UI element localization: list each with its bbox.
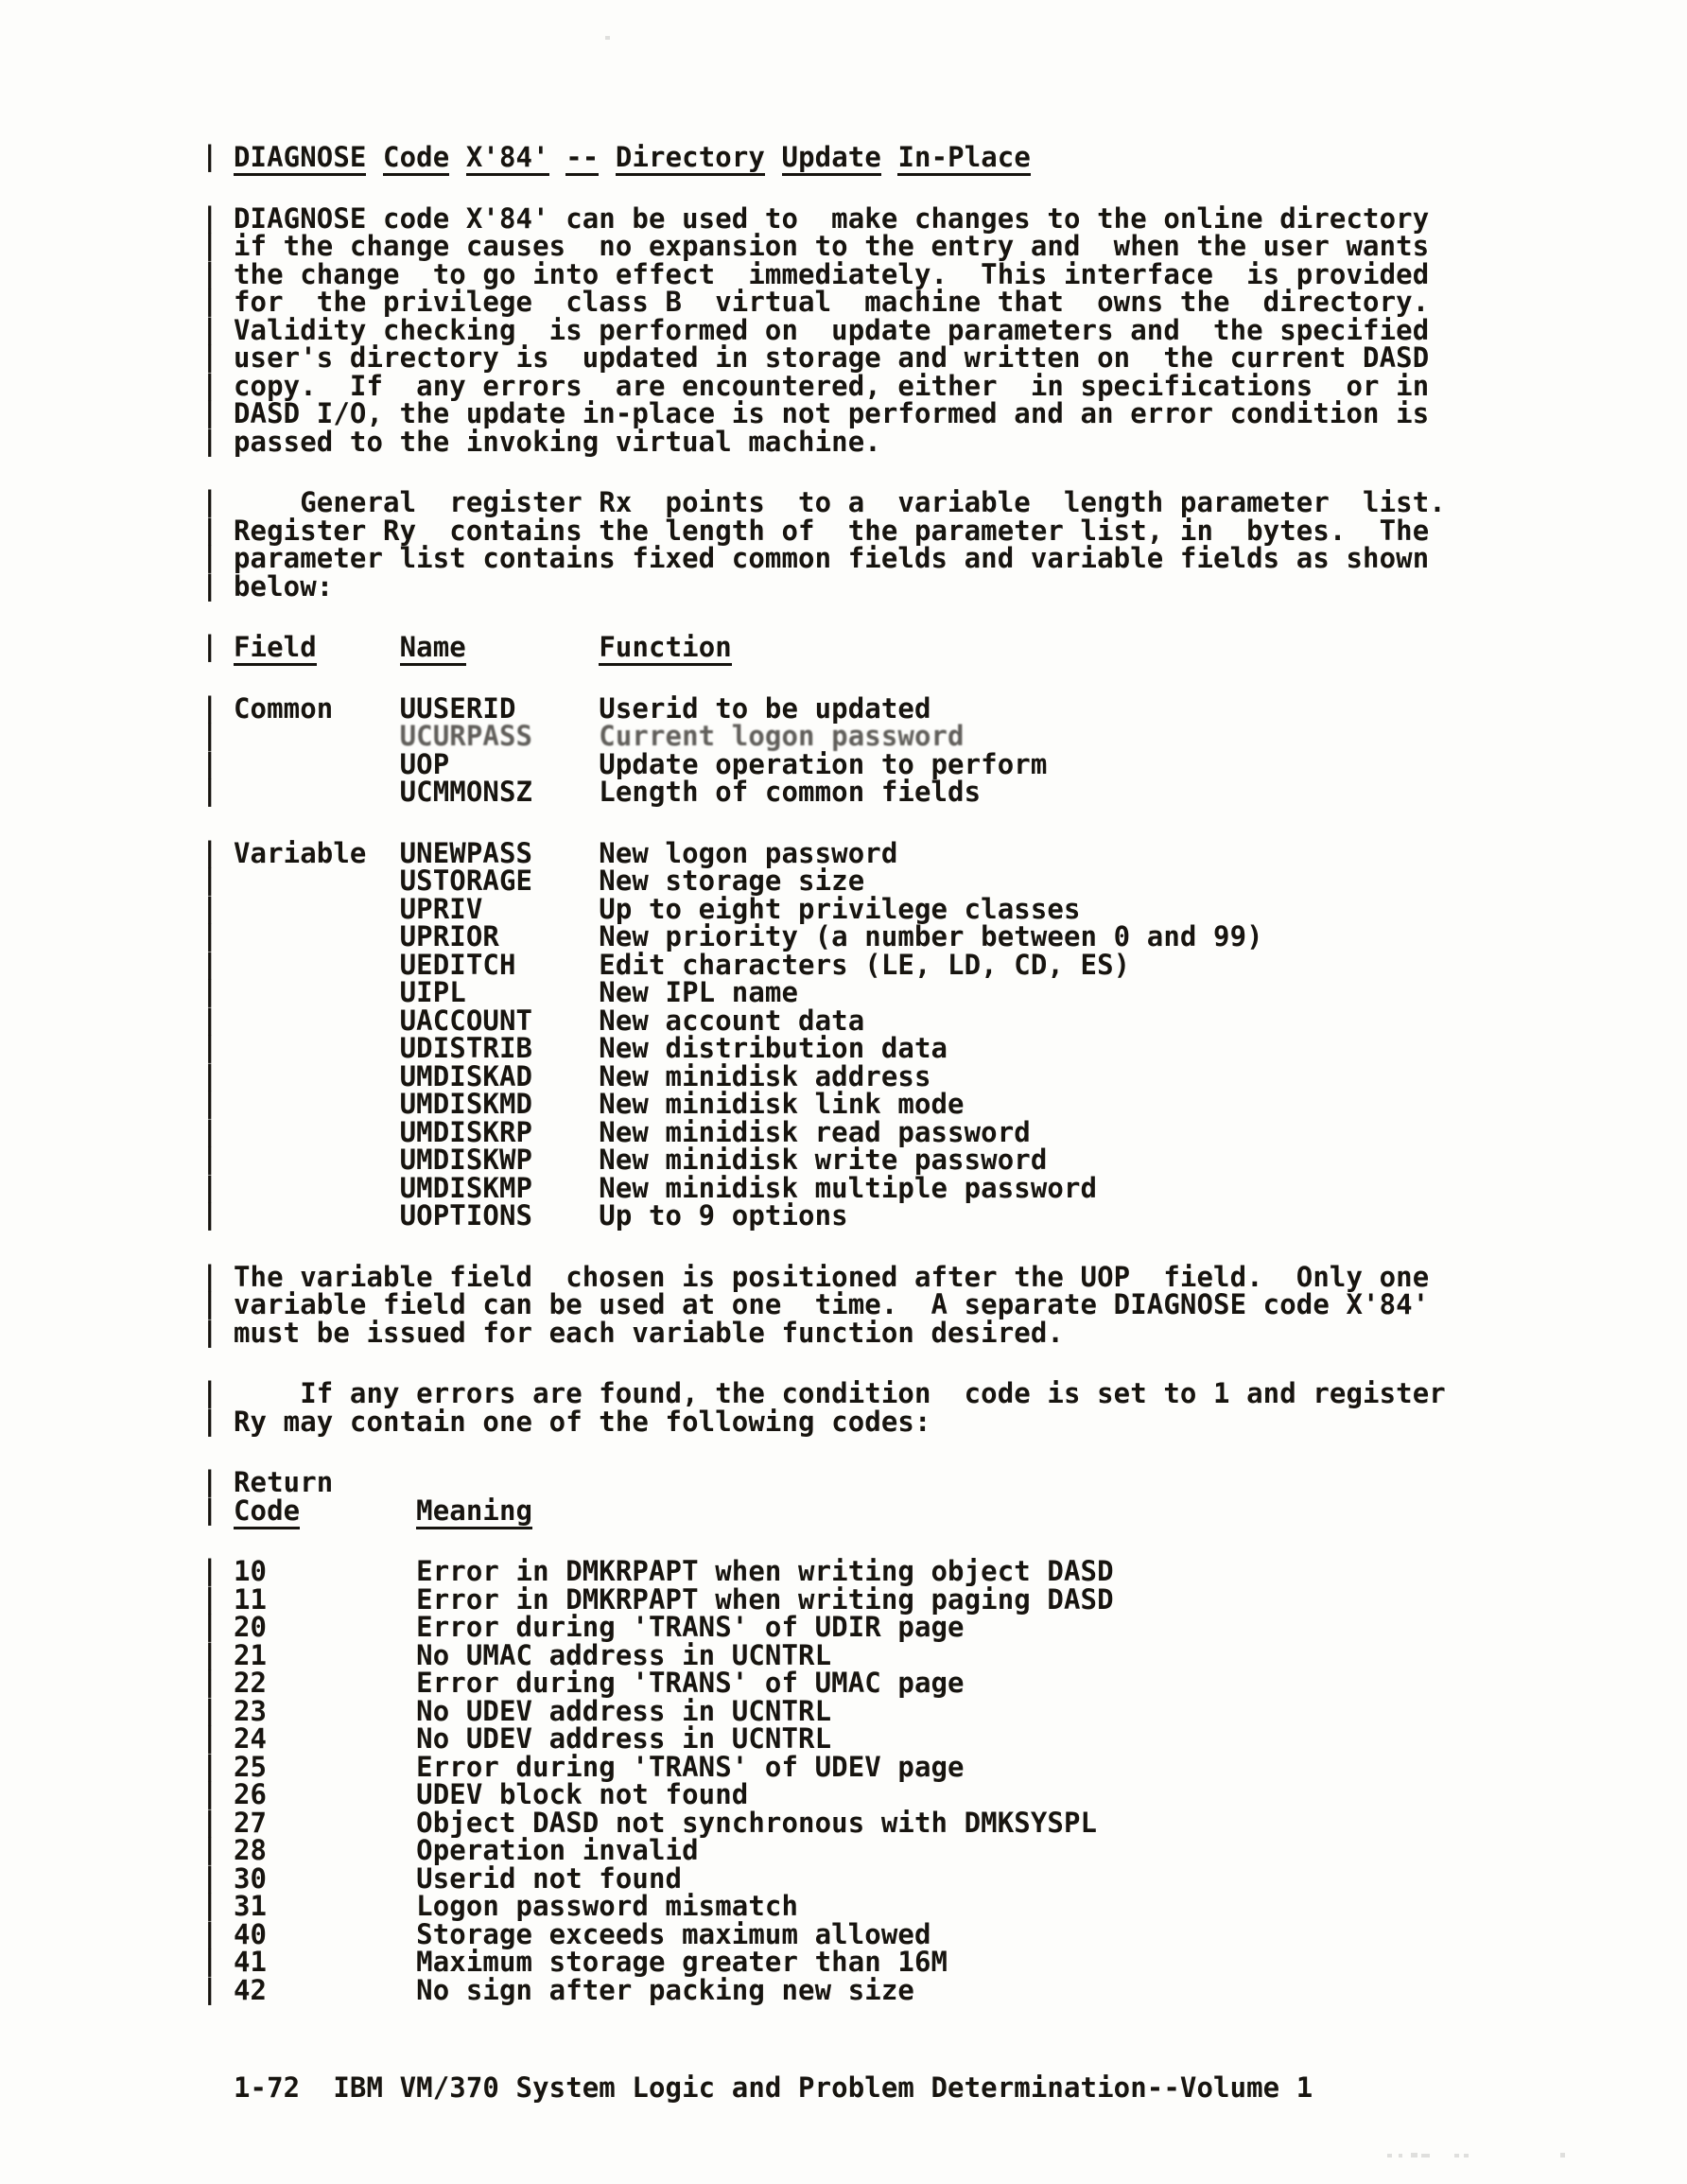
line-text: UCURPASS Current logon password <box>234 720 965 752</box>
line-text: UCMMONSZ Length of common fields <box>234 776 982 808</box>
text-line <box>0 513 1687 547</box>
change-bar: | <box>201 1693 218 1726</box>
text-line <box>0 201 1687 235</box>
line-text: The variable field chosen is positioned after the UOP field. Only one <box>234 1260 1430 1293</box>
change-bar: | <box>201 541 218 573</box>
word-gap <box>549 141 566 173</box>
text-line <box>0 541 1687 574</box>
text-line <box>0 1404 1687 1438</box>
text-line <box>0 1287 1687 1320</box>
underlined-word: Field <box>234 631 317 666</box>
line-text: 40 Storage exceeds maximum allowed <box>234 1917 931 1950</box>
page-footer <box>0 2071 1687 2104</box>
change-bar: | <box>201 1376 218 1408</box>
text-line <box>0 229 1687 262</box>
return-code-label <box>0 1465 1687 1498</box>
blank-line <box>0 1525 1687 1558</box>
line-text: UMDISKRP New minidisk read password <box>234 1115 1031 1148</box>
change-bar: | <box>201 1404 218 1437</box>
scan-artifact <box>1387 2154 1392 2158</box>
line-text: 31 Logon password mismatch <box>234 1890 799 1922</box>
section-title <box>0 140 1687 173</box>
text-line <box>0 341 1687 374</box>
line-text: 10 Error in DMKRPAPT when writing object DASD <box>234 1555 1114 1587</box>
change-bar: | <box>201 1259 218 1292</box>
return-code-row <box>0 1777 1687 1810</box>
change-bar: | <box>201 1143 218 1175</box>
line-text <box>234 141 1031 176</box>
change-bar: | <box>201 229 218 261</box>
change-bar: | <box>201 285 218 317</box>
change-bar: | <box>201 630 218 662</box>
change-bar: | <box>201 1861 218 1894</box>
line-text: Register Ry contains the length of the parameter list, in bytes. The <box>234 514 1430 547</box>
underlined-word: Name <box>400 631 466 666</box>
change-bar: | <box>201 1666 218 1698</box>
change-bar: | <box>201 1833 218 1865</box>
line-text: UOP Update operation to perform <box>234 747 1048 780</box>
change-bar: | <box>201 1916 218 1949</box>
scan-artifact <box>1421 2154 1430 2158</box>
change-bar: | <box>201 256 218 289</box>
return-code-row <box>0 1945 1687 1978</box>
line-text: UMDISKWP New minidisk write password <box>234 1144 1048 1176</box>
scan-artifact <box>1560 2153 1565 2158</box>
line-text: UIPL New IPL name <box>234 976 799 1008</box>
change-bar: | <box>201 1721 218 1754</box>
change-bar: | <box>201 835 218 868</box>
word-gap <box>599 141 616 173</box>
line-text: must be issued for each variable function desired. <box>234 1316 1064 1349</box>
underlined-word: In-Place <box>897 141 1030 176</box>
line-text: 20 Error during 'TRANS' of UDIR page <box>234 1611 965 1643</box>
table-row <box>0 746 1687 780</box>
blank-line <box>0 601 1687 634</box>
word-gap <box>366 141 383 173</box>
line-text: for the privilege class B virtual machine that owns the directory. <box>234 286 1430 318</box>
line-text: UEDITCH Edit characters (LE, LD, CD, ES) <box>234 948 1131 981</box>
change-bar: | <box>201 1003 218 1036</box>
word-gap <box>765 141 782 173</box>
line-text: 41 Maximum storage greater than 16M <box>234 1946 948 1978</box>
change-bar: | <box>201 975 218 1007</box>
change-bar: | <box>201 1198 218 1231</box>
change-bar: | <box>201 1554 218 1586</box>
underlined-word: Function <box>599 631 731 666</box>
line-text: UACCOUNT New account data <box>234 1004 865 1037</box>
underlined-word: Code <box>234 1494 300 1529</box>
return-code-row <box>0 1554 1687 1587</box>
return-code-row <box>0 1721 1687 1755</box>
line-text: 25 Error during 'TRANS' of UDEV page <box>234 1750 965 1783</box>
change-bar: | <box>201 1889 218 1921</box>
underlined-word: Code <box>383 141 449 176</box>
line-text: 30 Userid not found <box>234 1861 683 1895</box>
line-text: UDISTRIB New distribution data <box>234 1032 948 1064</box>
line-text: 42 No sign after packing new size <box>234 1973 914 2006</box>
table-row <box>0 1087 1687 1120</box>
change-bar: | <box>201 312 218 345</box>
table-row <box>0 775 1687 808</box>
scan-artifact <box>1399 2154 1402 2158</box>
text-line <box>0 256 1687 290</box>
blank-line <box>0 662 1687 695</box>
change-bar: | <box>201 1465 218 1497</box>
underlined-word: Meaning <box>416 1494 532 1529</box>
change-bar: | <box>201 1581 218 1615</box>
text-line <box>0 285 1687 318</box>
change-bar: | <box>201 775 218 807</box>
line-text: user's directory is updated in storage and written on the current DASD <box>234 341 1430 374</box>
line-text: USTORAGE New storage size <box>234 865 865 897</box>
field-table-header <box>0 630 1687 663</box>
blank-line <box>0 1231 1687 1264</box>
table-row <box>0 1143 1687 1176</box>
return-code-row <box>0 1972 1687 2006</box>
table-row <box>0 891 1687 925</box>
blank-line <box>0 1347 1687 1380</box>
change-bar: | <box>201 568 218 602</box>
line-text: Validity checking is performed on update parameters and the specified <box>234 313 1430 346</box>
line-text: Common UUSERID Userid to be updated <box>234 691 931 725</box>
word-gap <box>449 141 466 173</box>
table-row <box>0 975 1687 1008</box>
text-line <box>0 1376 1687 1409</box>
return-code-row <box>0 1637 1687 1671</box>
line-text <box>234 631 732 666</box>
line-text: below: <box>234 569 334 603</box>
table-row <box>0 719 1687 752</box>
line-text: 11 Error in DMKRPAPT when writing paging DASD <box>234 1582 1114 1616</box>
scan-artifact <box>605 36 610 40</box>
change-bar: | <box>201 1170 218 1203</box>
return-code-row <box>0 1833 1687 1866</box>
text-line <box>0 424 1687 458</box>
text-line <box>0 568 1687 603</box>
change-bar: | <box>201 368 218 401</box>
line-text: the change to go into effect immediately. This interface is provided <box>234 257 1430 290</box>
underlined-word: Directory <box>616 141 765 176</box>
table-row <box>0 690 1687 725</box>
change-bar: | <box>201 891 218 924</box>
line-text: DIAGNOSE code X'84' can be used to make changes to the online directory <box>234 201 1430 235</box>
change-bar: | <box>201 1972 218 2005</box>
line-text: UOPTIONS Up to 9 options <box>234 1199 848 1232</box>
scan-artifact <box>1411 2153 1417 2158</box>
line-text: UMDISKMP New minidisk multiple password <box>234 1171 1098 1204</box>
change-bar: | <box>201 1610 218 1642</box>
table-row <box>0 1058 1687 1092</box>
line-text: 1-72 IBM VM/370 System Logic and Problem Determination--Volume 1 <box>234 2071 1313 2104</box>
line-text: Variable UNEWPASS New logon password <box>234 836 898 869</box>
change-bar: | <box>201 513 218 546</box>
line-text: copy. If any errors are encountered, either in specifications or in <box>234 369 1430 402</box>
blank-line <box>0 807 1687 840</box>
underlined-word: X'84' <box>466 141 549 176</box>
table-row <box>0 1031 1687 1064</box>
line-text: 21 No UMAC address in UCNTRL <box>234 1638 832 1671</box>
table-row <box>0 1114 1687 1148</box>
line-text: 24 No UDEV address in UCNTRL <box>234 1722 832 1755</box>
return-code-row <box>0 1749 1687 1783</box>
change-bar: | <box>201 140 218 172</box>
return-code-header <box>0 1493 1687 1527</box>
line-text: General register Rx points to a variable length parameter list. <box>234 486 1446 518</box>
change-bar: | <box>201 1749 218 1782</box>
line-text: DASD I/O, the update in-place is not performed and an error condition is <box>234 397 1430 429</box>
change-bar: | <box>201 1945 218 1977</box>
return-code-row <box>0 1693 1687 1727</box>
line-text: 26 UDEV block not found <box>234 1778 749 1810</box>
change-bar: | <box>201 1493 218 1526</box>
return-code-row <box>0 1581 1687 1616</box>
change-bar: | <box>201 1287 218 1319</box>
return-code-row <box>0 1666 1687 1699</box>
blank-line <box>0 1436 1687 1469</box>
return-code-row <box>0 1861 1687 1895</box>
word-gap <box>466 631 599 663</box>
line-text: 27 Object DASD not synchronous with DMKSYSPL <box>234 1806 1098 1839</box>
line-text: passed to the invoking virtual machine. <box>234 425 881 458</box>
line-text: if the change causes no expansion to the entry and when the user wants <box>234 230 1430 262</box>
line-text: If any errors are found, the condition code is set to 1 and register <box>234 1377 1446 1409</box>
return-code-row <box>0 1805 1687 1839</box>
table-row <box>0 1198 1687 1232</box>
scan-artifact <box>1454 2154 1459 2158</box>
line-text: Ry may contain one of the following codes: <box>234 1405 931 1438</box>
underlined-word: DIAGNOSE <box>234 141 366 176</box>
change-bar: | <box>201 690 218 724</box>
underlined-word: Update <box>782 141 881 176</box>
text-line <box>0 485 1687 518</box>
change-bar: | <box>201 1777 218 1809</box>
change-bar: | <box>201 1058 218 1092</box>
table-row <box>0 947 1687 981</box>
text-line <box>0 396 1687 429</box>
text-line <box>0 368 1687 402</box>
change-bar: | <box>201 1114 218 1147</box>
line-text: Return <box>234 1466 334 1498</box>
change-bar: | <box>201 201 218 234</box>
blank-line <box>0 456 1687 489</box>
change-bar: | <box>201 424 218 457</box>
text-line <box>0 1259 1687 1293</box>
line-text: variable field can be used at one time. A separate DIAGNOSE code X'84' <box>234 1288 1430 1320</box>
line-text: parameter list contains fixed common fields and variable fields as shown <box>234 542 1430 574</box>
return-code-row <box>0 1916 1687 1950</box>
scan-artifact <box>1464 2154 1469 2158</box>
table-row <box>0 1003 1687 1037</box>
change-bar: | <box>201 719 218 751</box>
change-bar: | <box>201 1315 218 1348</box>
change-bar: | <box>201 396 218 428</box>
change-bar: | <box>201 746 218 779</box>
table-row <box>0 835 1687 869</box>
change-bar: | <box>201 947 218 980</box>
change-bar: | <box>201 1637 218 1670</box>
line-text: UMDISKMD New minidisk link mode <box>234 1088 965 1120</box>
table-row <box>0 1170 1687 1204</box>
line-text <box>234 1494 532 1529</box>
underlined-word: -- <box>565 141 599 176</box>
return-code-row <box>0 1889 1687 1922</box>
page-body <box>0 140 1687 2104</box>
line-text: 28 Operation invalid <box>234 1834 699 1866</box>
change-bar: | <box>201 1087 218 1119</box>
table-row <box>0 919 1687 952</box>
line-text: UPRIV Up to eight privilege classes <box>234 892 1081 925</box>
text-line <box>0 1315 1687 1349</box>
word-gap <box>881 141 898 173</box>
line-text: 23 No UDEV address in UCNTRL <box>234 1694 832 1727</box>
change-bar: | <box>201 485 218 517</box>
word-gap <box>300 1494 416 1527</box>
table-row <box>0 864 1687 897</box>
return-code-row <box>0 1610 1687 1643</box>
line-text: UMDISKAD New minidisk address <box>234 1059 931 1092</box>
line-text: 22 Error during 'TRANS' of UMAC page <box>234 1667 965 1699</box>
blank-line <box>0 172 1687 205</box>
change-bar: | <box>201 341 218 373</box>
line-text: UPRIOR New priority (a number between 0 and 99) <box>234 920 1263 952</box>
change-bar: | <box>201 919 218 952</box>
change-bar: | <box>201 1805 218 1838</box>
text-line <box>0 312 1687 346</box>
change-bar: | <box>201 1031 218 1063</box>
change-bar: | <box>201 864 218 896</box>
word-gap <box>317 631 400 663</box>
